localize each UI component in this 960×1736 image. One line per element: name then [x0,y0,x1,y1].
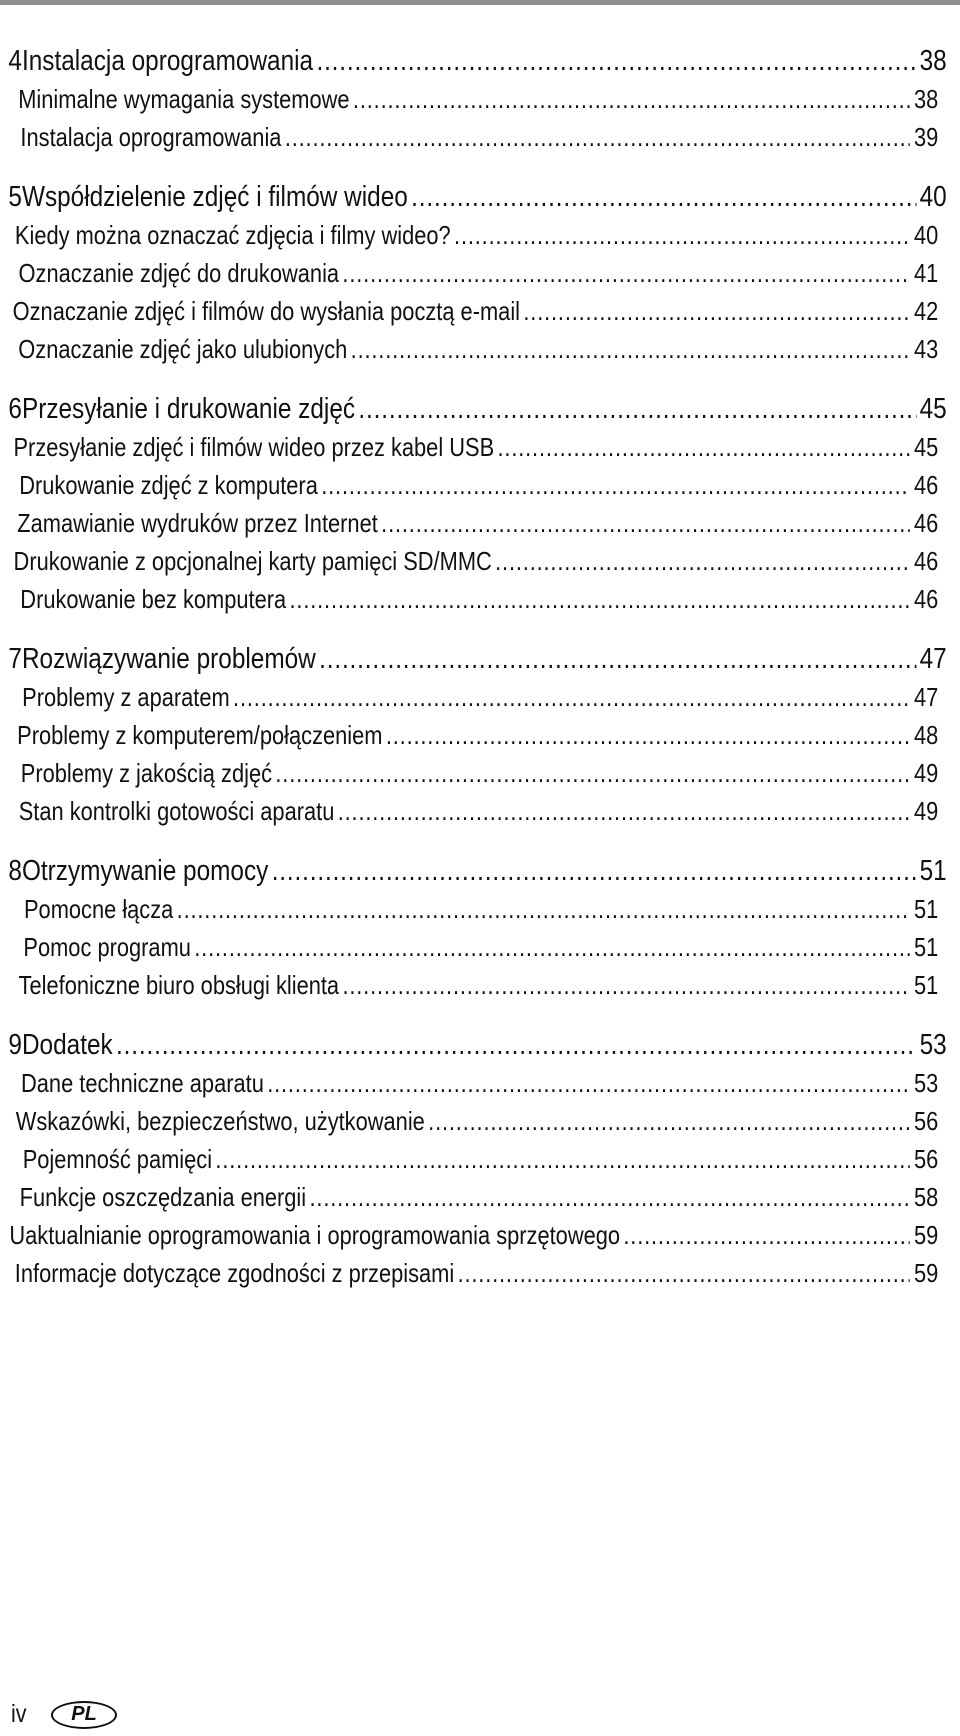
subsection-title: Funkcje oszczędzania energii [19,1182,307,1212]
subsection-page-number: 56 [913,1106,939,1136]
dot-leader [215,1140,909,1178]
chapter-number: 6 [8,393,22,425]
toc-subsection-entry[interactable] [0,792,938,830]
toc-chapter-entry[interactable] [0,390,947,428]
toc-subsection-entry[interactable] [0,1064,938,1102]
language-badge: PL [51,1701,117,1729]
toc-subsection-entry[interactable] [0,580,938,618]
toc-subsection-entry[interactable] [0,80,938,118]
toc-chapter-entry[interactable] [0,640,947,678]
toc-subsection-entry[interactable] [0,466,938,504]
dot-leader [338,792,910,830]
dot-leader [290,580,910,618]
dot-leader [386,716,910,754]
subsection-title: Dane techniczne aparatu [21,1068,264,1098]
chapter-number: 7 [8,643,22,675]
subsection-title: Drukowanie zdjęć z komputera [19,470,318,500]
dot-leader [458,1254,910,1292]
table-of-contents [0,42,960,1314]
subsection-page-number: 39 [913,122,939,152]
chapter-page-number: 47 [919,643,947,675]
subsection-page-number: 46 [913,470,939,500]
subsection-page-number: 45 [913,432,939,462]
chapter-page-number: 53 [919,1029,947,1061]
toc-subsection-entry[interactable] [0,504,938,542]
subsection-page-number: 48 [913,720,939,750]
toc-subsection-entry[interactable] [0,754,938,792]
chapter-number: 5 [8,181,22,213]
subsection-title: Oznaczanie zdjęć jako ulubionych [18,334,348,364]
dot-leader [411,178,916,216]
dot-leader [321,466,909,504]
subsection-title: Drukowanie bez komputera [20,584,287,614]
toc-section [0,640,960,830]
dot-leader [319,640,916,678]
subsection-page-number: 49 [913,796,939,826]
subsection-page-number: 56 [913,1144,939,1174]
page-number: iv [11,1700,27,1728]
subsection-title: Pomoc programu [23,932,191,962]
subsection-page-number: 46 [913,508,939,538]
dot-leader [495,542,910,580]
subsection-page-number: 53 [913,1068,939,1098]
dot-leader [116,1026,916,1064]
chapter-title: Dodatek [21,1029,113,1061]
subsection-page-number: 59 [913,1258,939,1288]
toc-section [0,852,960,1004]
subsection-page-number: 46 [913,584,939,614]
subsection-page-number: 41 [913,258,939,288]
dot-leader [233,678,910,716]
subsection-page-number: 47 [913,682,939,712]
subsection-page-number: 38 [913,84,939,114]
subsection-page-number: 59 [913,1220,939,1250]
chapter-number: 8 [8,855,22,887]
toc-subsection-entry[interactable] [0,118,938,156]
top-rule [0,0,960,5]
subsection-title: Oznaczanie zdjęć do drukowania [18,258,340,288]
subsection-page-number: 40 [913,220,939,250]
subsection-title: Oznaczanie zdjęć i filmów do wysłania pocztą e-mail [12,296,521,326]
subsection-title: Drukowanie z opcjonalnej karty pamięci SD/MMC [13,546,492,576]
subsection-page-number: 42 [913,296,939,326]
toc-subsection-entry[interactable] [0,330,938,368]
toc-subsection-entry[interactable] [0,1102,938,1140]
subsection-title: Telefoniczne biuro obsługi klienta [18,970,340,1000]
chapter-page-number: 38 [919,45,947,77]
dot-leader [454,216,910,254]
toc-subsection-entry[interactable] [0,1178,938,1216]
dot-leader [194,928,909,966]
page-footer [11,1700,117,1729]
subsection-title: Pojemność pamięci [22,1144,213,1174]
dot-leader [623,1216,909,1254]
toc-section [0,390,960,618]
chapter-title: Rozwiązywanie problemów [21,643,316,675]
subsection-page-number: 51 [913,894,939,924]
subsection-title: Instalacja oprogramowania [20,122,282,152]
toc-section [0,1026,960,1292]
subsection-title: Problemy z jakością zdjęć [20,758,273,788]
chapter-page-number: 45 [919,393,947,425]
dot-leader [381,504,910,542]
toc-section [0,42,960,156]
subsection-page-number: 51 [913,970,939,1000]
dot-leader [353,80,910,118]
chapter-title: Instalacja oprogramowania [21,45,314,77]
dot-leader [275,754,909,792]
toc-subsection-entry[interactable] [0,1140,938,1178]
subsection-title: Uaktualnianie oprogramowania i oprogramowania sprzętowego [9,1220,621,1250]
chapter-title: Współdzielenie zdjęć i filmów wideo [21,181,408,213]
subsection-title: Pomocne łącza [23,894,174,924]
chapter-number: 9 [8,1029,22,1061]
subsection-page-number: 49 [913,758,939,788]
toc-subsection-entry[interactable] [0,928,938,966]
toc-subsection-entry[interactable] [0,1254,938,1292]
subsection-title: Problemy z komputerem/połączeniem [17,720,383,750]
dot-leader [177,890,910,928]
dot-leader [267,1064,910,1102]
toc-subsection-entry[interactable] [0,716,938,754]
toc-subsection-entry[interactable] [0,292,938,330]
subsection-title: Przesyłanie zdjęć i filmów wideo przez kabel USB [13,432,495,462]
dot-leader [285,118,910,156]
dot-leader [272,852,917,890]
subsection-title: Minimalne wymagania systemowe [18,84,350,114]
subsection-title: Problemy z aparatem [22,682,230,712]
toc-subsection-entry[interactable] [0,254,938,292]
subsection-page-number: 46 [913,546,939,576]
chapter-page-number: 40 [919,181,947,213]
subsection-page-number: 43 [913,334,939,364]
subsection-title: Stan kontrolki gotowości aparatu [18,796,335,826]
subsection-page-number: 58 [913,1182,939,1212]
chapter-page-number: 51 [919,855,947,887]
dot-leader [342,966,909,1004]
chapter-title: Przesyłanie i drukowanie zdjęć [21,393,356,425]
dot-leader [358,390,916,428]
toc-section [0,178,960,368]
subsection-title: Kiedy można oznaczać zdjęcia i filmy wideo? [14,220,451,250]
subsection-title: Informacje dotyczące zgodności z przepisami [14,1258,455,1288]
toc-subsection-entry[interactable] [0,1216,938,1254]
toc-subsection-entry[interactable] [0,216,938,254]
toc-subsection-entry[interactable] [0,542,938,580]
toc-chapter-entry[interactable] [0,42,947,80]
dot-leader [310,1178,910,1216]
subsection-page-number: 51 [913,932,939,962]
toc-chapter-entry[interactable] [0,178,947,216]
dot-leader [523,292,909,330]
dot-leader [342,254,909,292]
dot-leader [428,1102,910,1140]
toc-subsection-entry[interactable] [0,678,938,716]
toc-subsection-entry[interactable] [0,966,938,1004]
chapter-title: Otrzymywanie pomocy [21,855,269,887]
subsection-title: Zamawianie wydruków przez Internet [17,508,378,538]
toc-chapter-entry[interactable] [0,852,947,890]
chapter-number: 4 [8,45,22,77]
dot-leader [351,330,910,368]
toc-chapter-entry[interactable] [0,1026,947,1064]
toc-subsection-entry[interactable] [0,890,938,928]
subsection-title: Wskazówki, bezpieczeństwo, użytkowanie [15,1106,425,1136]
dot-leader [498,428,910,466]
dot-leader [316,42,916,80]
toc-subsection-entry[interactable] [0,428,938,466]
